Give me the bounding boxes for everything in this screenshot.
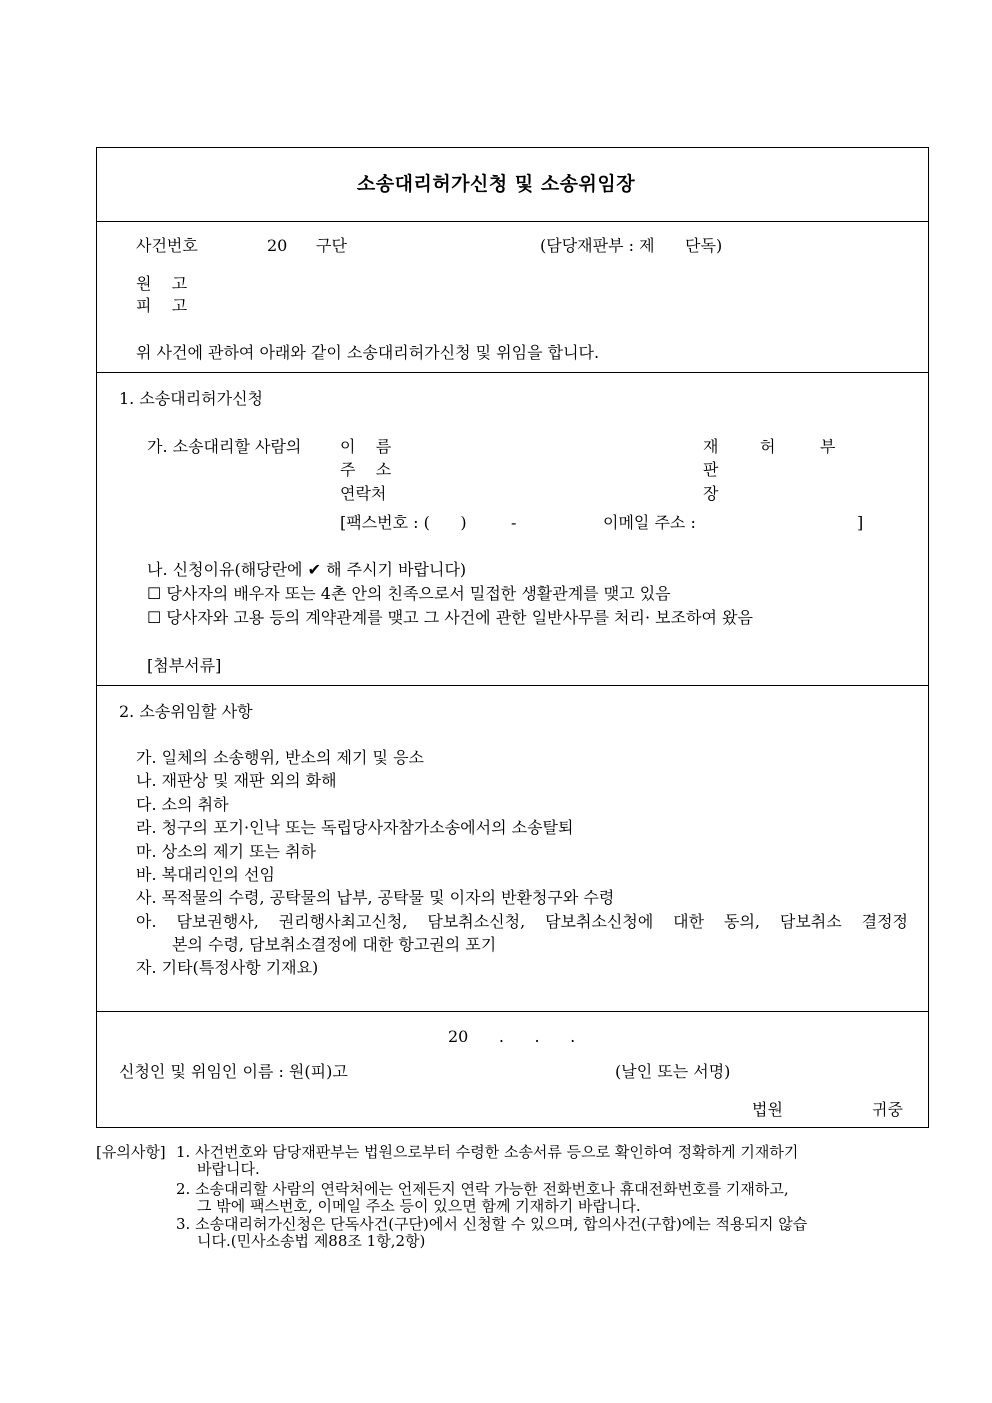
- reason-option-employment[interactable]: ☐ 당사자와 고용 등의 계약관계를 맺고 그 사건에 관한 일반사무를 처리· 보조하여 왔음: [147, 608, 753, 627]
- fax-dash: -: [511, 513, 517, 532]
- form-border: [96, 147, 929, 1128]
- defendant-label: 피 고: [136, 296, 188, 315]
- note-line: 2. 소송대리할 사람의 연락처에는 언제든지 연락 가능한 전화번호나 휴대전화번호를 기재하고,: [176, 1180, 789, 1198]
- section2-heading: 2. 소송위임할 사항: [119, 702, 253, 721]
- attachments-label: [첨부서류]: [147, 656, 222, 675]
- representative-label: 가. 소송대리할 사람의: [147, 437, 302, 456]
- name-field-label: 이 름: [340, 437, 392, 456]
- note-line: 3. 소송대리허가신청은 단독사건(구단)에서 신청할 수 있으며, 합의사건(구합)에는 적용되지 않습: [176, 1215, 808, 1233]
- contact-field-label: 연락처: [340, 484, 387, 503]
- signature-date: 20 . . .: [448, 1027, 576, 1046]
- note-line: 1. 사건번호와 담당재판부는 법원으로부터 수령한 소송서류 등으로 확인하여 정확하게 기재하기: [176, 1143, 799, 1161]
- email-label: 이메일 주소 :: [603, 513, 696, 532]
- verdict-char-heo: 허: [760, 437, 776, 456]
- divider-case: [96, 372, 929, 373]
- divider-title: [96, 221, 929, 222]
- reason-option-family[interactable]: ☐ 당사자의 배우자 또는 4촌 안의 친족으로서 밀접한 생활관계를 맺고 있음: [147, 584, 671, 603]
- seal-label: (날인 또는 서명): [615, 1062, 731, 1081]
- case-number-label: 사건번호: [136, 236, 198, 255]
- court-label: 법원: [752, 1100, 783, 1119]
- delegation-item: 나. 재판상 및 재판 외의 화해: [136, 771, 337, 790]
- note-line: 그 밖에 팩스번호, 이메일 주소 등이 있으면 함께 기재하기 바랍니다.: [197, 1197, 641, 1215]
- verdict-char-jang: 장: [703, 484, 719, 503]
- divider-section1: [96, 685, 929, 686]
- delegation-item: 마. 상소의 제기 또는 취하: [136, 842, 316, 861]
- address-field-label: 주 소: [340, 460, 392, 479]
- notes-label: [유의사항]: [96, 1143, 166, 1161]
- note-line: 바랍니다.: [197, 1160, 260, 1178]
- delegation-item: 라. 청구의 포기·인낙 또는 독립당사자참가소송에서의 소송탈퇴: [136, 818, 574, 837]
- case-year: 20: [267, 236, 288, 255]
- reason-label: 나. 신청이유(해당란에 ✔ 해 주시기 바랍니다): [147, 560, 467, 579]
- delegation-item: 아. 담보권행사, 권리행사최고신청, 담보취소신청, 담보취소신청에 대한 동의, 담보취소 결정정: [136, 912, 908, 931]
- delegation-item: 가. 일체의 소송행위, 반소의 제기 및 응소: [136, 748, 424, 767]
- delegation-item: 사. 목적물의 수령, 공탁물의 납부, 공탁물 및 이자의 반환청구와 수령: [136, 888, 615, 907]
- verdict-char-jae: 재: [703, 437, 719, 456]
- delegation-item: 자. 기타(특정사항 기재요): [136, 958, 319, 977]
- division-label: (담당재판부 : 제 단독): [540, 236, 723, 255]
- plaintiff-label: 원 고: [136, 274, 188, 293]
- intro-text: 위 사건에 관하여 아래와 같이 소송대리허가신청 및 위임을 합니다.: [136, 343, 600, 362]
- verdict-char-pan: 판: [703, 460, 719, 479]
- addressee-label: 귀중: [872, 1100, 903, 1119]
- fax-label: [팩스번호 : ( ): [340, 513, 467, 532]
- divider-section2: [96, 1011, 929, 1012]
- verdict-char-bu: 부: [820, 437, 836, 456]
- signer-label: 신청인 및 위임인 이름 : 원(피)고: [119, 1062, 348, 1081]
- note-line: 니다.(민사소송법 제88조 1항,2항): [197, 1232, 426, 1250]
- bracket-close: ]: [857, 513, 864, 532]
- delegation-item-continued: 본의 수령, 담보취소결정에 대한 항고권의 포기: [172, 935, 497, 954]
- delegation-item: 바. 복대리인의 선임: [136, 865, 275, 884]
- form-title: 소송대리허가신청 및 소송위임장: [356, 173, 636, 195]
- case-type: 구단: [316, 236, 347, 255]
- delegation-item: 다. 소의 취하: [136, 795, 229, 814]
- section1-heading: 1. 소송대리허가신청: [119, 389, 263, 408]
